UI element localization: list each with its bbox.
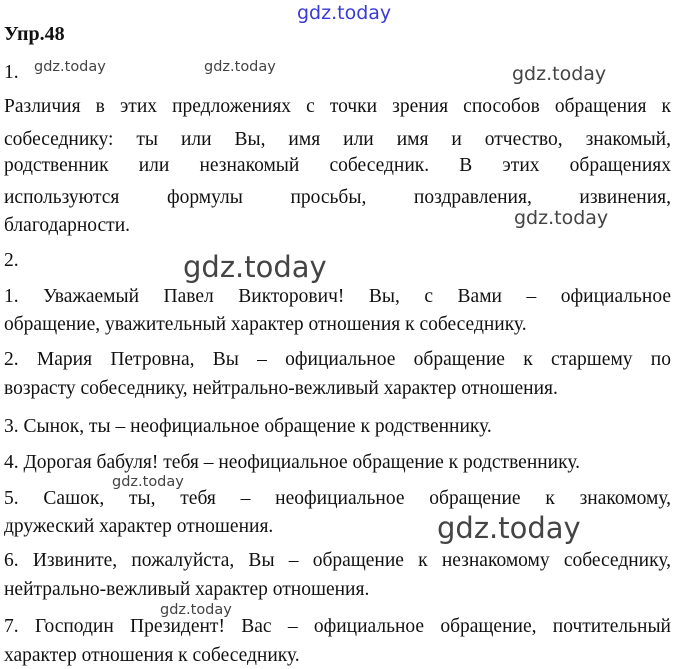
item-2-line-2: возрасту собеседнику, нейтрально-вежливый характер отношения. <box>4 378 558 399</box>
section-1-line-5: благодарности. <box>4 215 131 236</box>
item-6-line-1: 6. Извините, пожалуйста, Вы – обращение к незнакомому собеседнику, <box>4 550 671 571</box>
section-1-line-2: собеседнику: ты или Вы, имя или имя и отчество, знакомый, <box>4 129 671 150</box>
watermark: gdz.today <box>183 250 327 284</box>
watermark: gdz.today <box>514 207 609 229</box>
item-7-line-2: характер отношения к собеседнику. <box>4 645 300 666</box>
watermark: gdz.today <box>160 602 232 618</box>
watermark: gdz.today <box>512 63 607 85</box>
section-1-line-4: используются формулы просьбы, поздравления, извинения, <box>4 187 671 208</box>
item-6-line-2: нейтрально-вежливый характер отношения. <box>4 579 370 600</box>
item-1-line-1: 1. Уважаемый Павел Викторович! Вы, с Вами – официальное <box>4 286 671 307</box>
watermark: gdz.today <box>297 2 392 24</box>
watermark: gdz.today <box>437 511 581 545</box>
section-1-line-1: Различия в этих предложениях с точки зрения способов обращения к <box>4 96 671 117</box>
watermark: gdz.today <box>204 59 276 75</box>
section-2-number: 2. <box>4 250 19 271</box>
section-1-line-3: родственник или незнакомый собеседник. В этих обращениях <box>4 155 671 176</box>
item-2-line-1: 2. Мария Петровна, Вы – официальное обращение к старшему по <box>4 349 671 370</box>
item-5-line-1: 5. Сашок, ты, тебя – неофициальное обращение к знакомому, <box>4 488 671 509</box>
item-7-line-1: 7. Господин Президент! Вас – официальное обращение, почтительный <box>4 616 671 637</box>
exercise-title: Упр.48 <box>4 23 65 45</box>
watermark: gdz.today <box>34 59 106 75</box>
item-1-line-2: обращение, уважительный характер отношения к собеседнику. <box>4 314 527 335</box>
item-4-line-1: 4. Дорогая бабуля! тебя – неофициальное обращение к родственнику. <box>4 452 580 473</box>
watermark: gdz.today <box>112 474 184 490</box>
section-1-number: 1. <box>4 62 19 83</box>
item-5-line-2: дружеский характер отношения. <box>4 516 274 537</box>
item-3-line-1: 3. Сынок, ты – неофициальное обращение к родственнику. <box>4 416 492 437</box>
